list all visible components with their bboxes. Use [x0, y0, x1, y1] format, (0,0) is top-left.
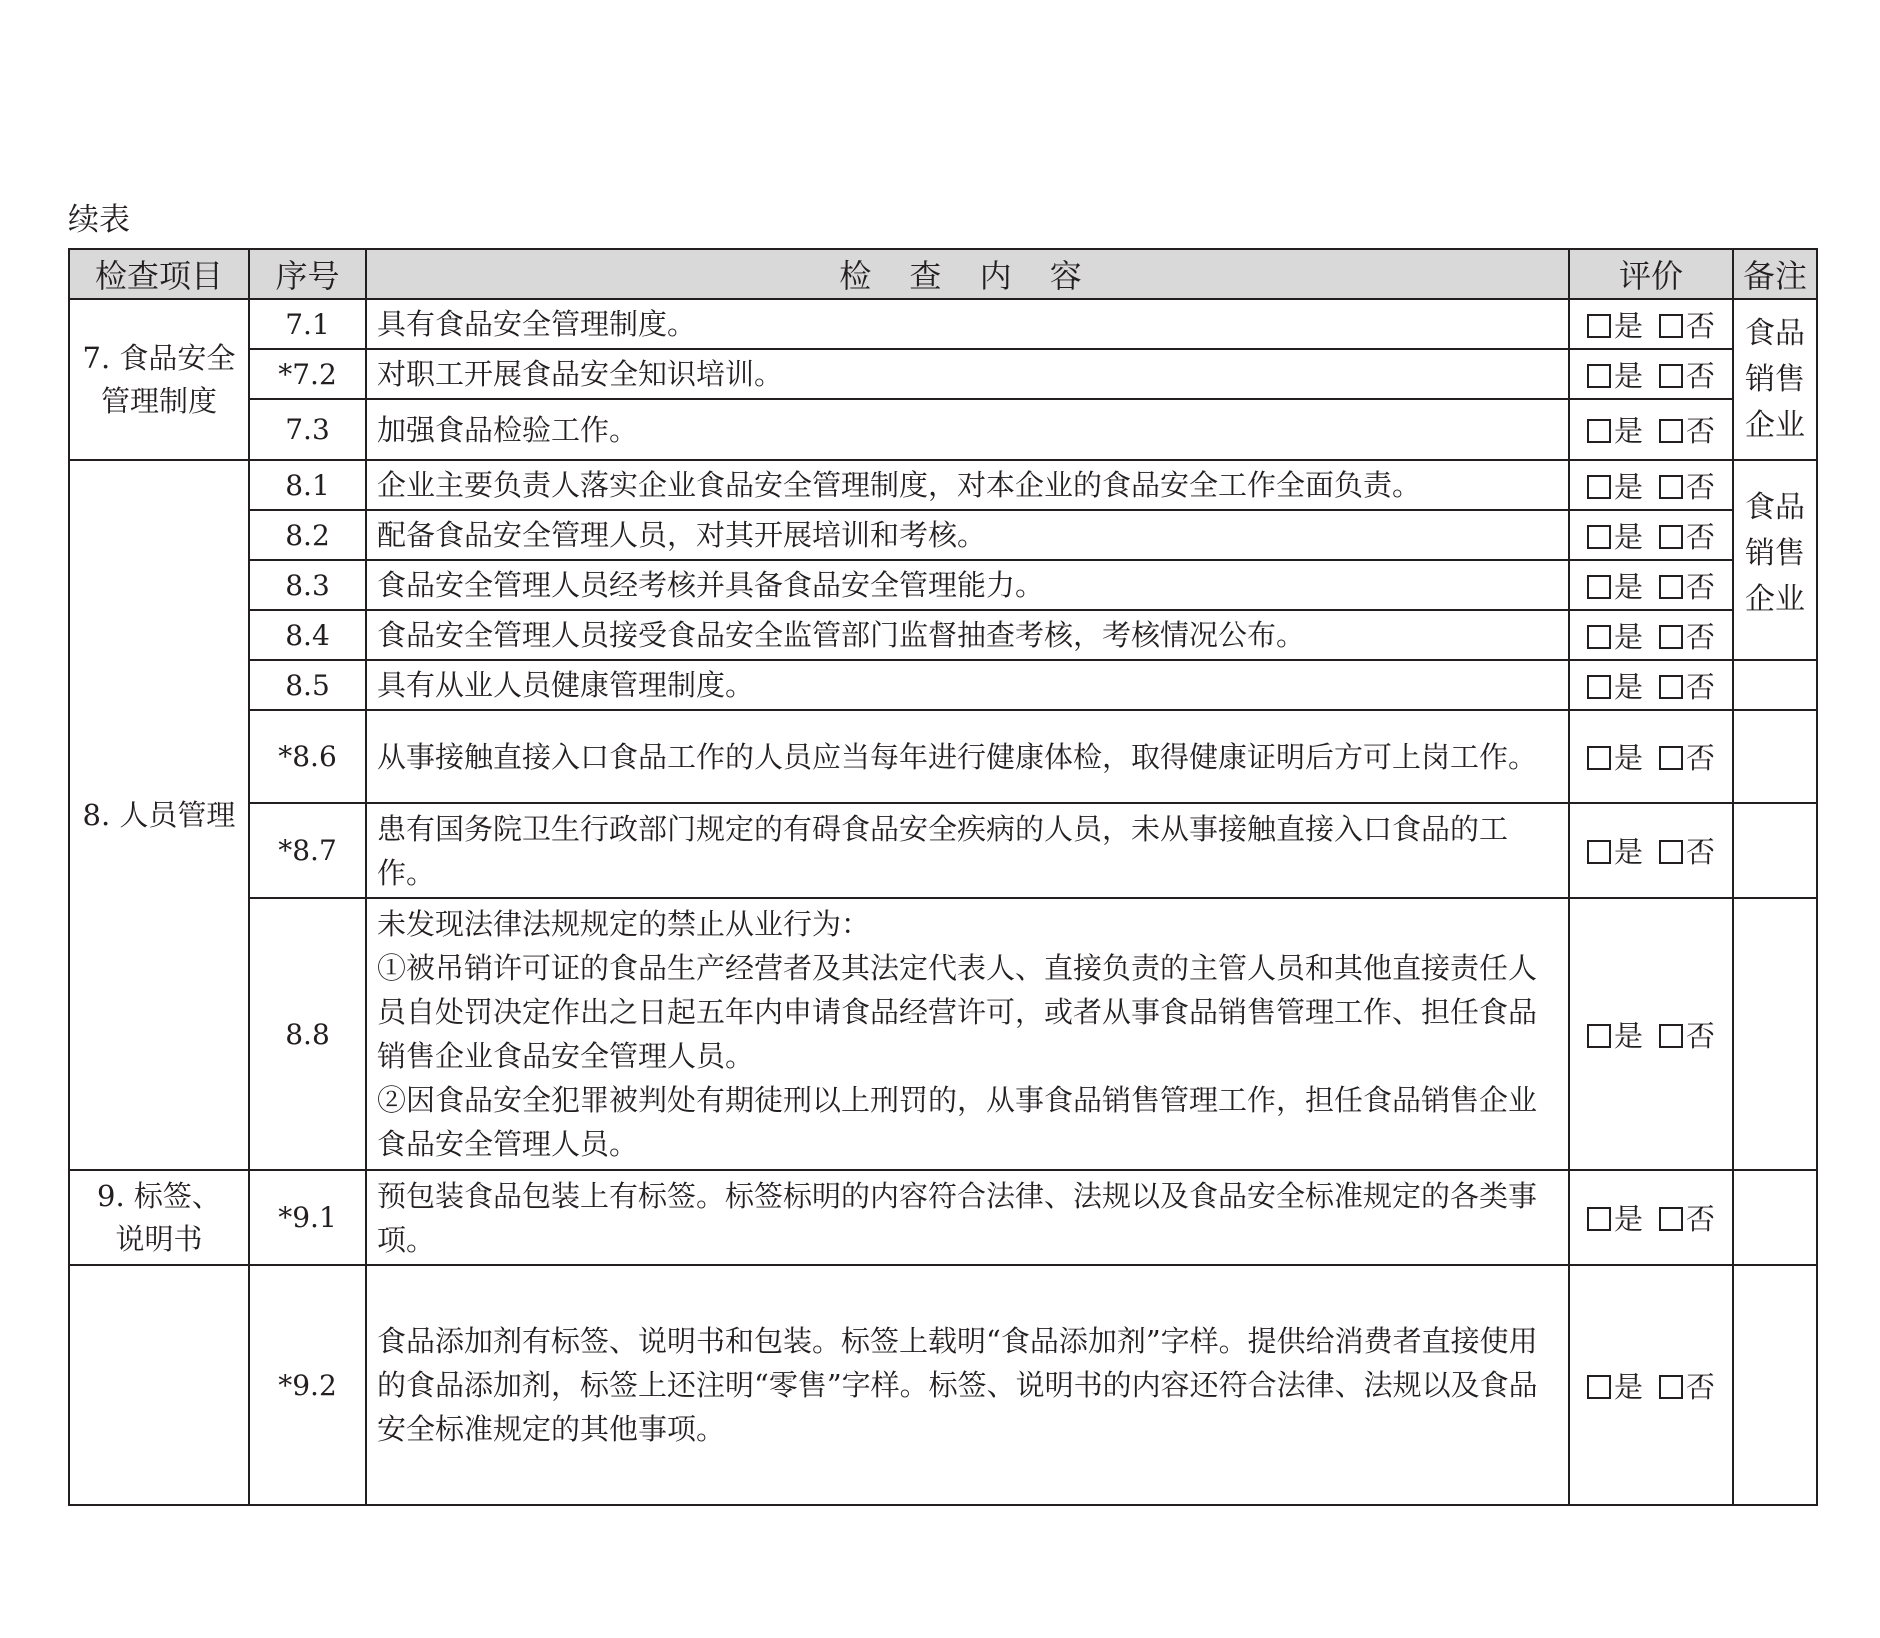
- table-row: [69, 898, 1817, 1170]
- content-cell: 食品添加剂有标签、说明书和包装。标签上载明“食品添加剂”字样。提供给消费者直接使用的食品添加剂，标签上还注明“零售”字样。标签、说明书的内容还符合法律、法规以及食品安全标准规定的其他事项。: [366, 1265, 1569, 1505]
- content-cell: 食品安全管理人员接受食品安全监管部门监督抽查考核，考核情况公布。: [366, 610, 1569, 660]
- note-cell-empty: [1733, 803, 1817, 898]
- evaluation-cell: [1569, 610, 1733, 660]
- yes-checkbox[interactable]: [1587, 675, 1611, 699]
- yes-checkbox[interactable]: [1587, 419, 1611, 443]
- no-label: 否: [1686, 835, 1716, 869]
- yes-label: 是: [1613, 669, 1643, 704]
- no-checkbox[interactable]: [1659, 525, 1683, 549]
- yes-label: 是: [1613, 308, 1643, 343]
- content-cell: 食品安全管理人员经考核并具备食品安全管理能力。: [366, 560, 1569, 610]
- note-cell-empty: [1733, 660, 1817, 710]
- yes-checkbox[interactable]: [1587, 840, 1611, 864]
- evaluation-cell: [1569, 1170, 1733, 1265]
- note-cell: 食品销售企业: [1733, 460, 1817, 660]
- header-note: 备注: [1733, 249, 1817, 299]
- no-label: 否: [1686, 519, 1716, 554]
- content-cell: 预包装食品包装上有标签。标签标明的内容符合法律、法规以及食品安全标准规定的各类事项。: [366, 1170, 1569, 1265]
- content-cell: 企业主要负责人落实企业食品安全管理制度，对本企业的食品安全工作全面负责。: [366, 460, 1569, 510]
- content-line: ②因食品安全犯罪被判处有期徒刑以上刑罚的，从事食品销售管理工作，担任食品销售企业食品安全管理人员。: [377, 1083, 1538, 1161]
- no-checkbox[interactable]: [1659, 314, 1683, 338]
- content-cell: 配备食品安全管理人员，对其开展培训和考核。: [366, 510, 1569, 560]
- no-checkbox[interactable]: [1659, 1375, 1683, 1399]
- table-row: [69, 299, 1817, 349]
- category-cell: [69, 1265, 249, 1505]
- seq-cell: *8.7: [249, 803, 366, 898]
- no-label: 否: [1686, 1369, 1716, 1404]
- table-row: [69, 460, 1817, 510]
- evaluation-cell: [1569, 299, 1733, 349]
- table-row: [69, 803, 1817, 898]
- no-checkbox[interactable]: [1659, 419, 1683, 443]
- table-header-row: [69, 249, 1817, 299]
- no-label: 否: [1686, 669, 1716, 704]
- evaluation-cell: [1569, 898, 1733, 1170]
- header-seq: 序号: [249, 249, 366, 299]
- yes-checkbox[interactable]: [1587, 314, 1611, 338]
- no-checkbox[interactable]: [1659, 364, 1683, 388]
- note-cell-empty: [1733, 710, 1817, 803]
- yes-label: 是: [1613, 1369, 1643, 1404]
- table-row: [69, 560, 1817, 610]
- yes-checkbox[interactable]: [1587, 575, 1611, 599]
- seq-cell: 8.8: [249, 898, 366, 1170]
- note-cell: 食品销售企业: [1733, 299, 1817, 460]
- no-label: 否: [1686, 619, 1716, 654]
- yes-checkbox[interactable]: [1587, 1207, 1611, 1231]
- yes-label: 是: [1613, 1202, 1643, 1236]
- category-cell: 8. 人员管理: [69, 460, 249, 1170]
- no-label: 否: [1686, 1018, 1716, 1053]
- yes-label: 是: [1613, 358, 1643, 393]
- category-cell: 7. 食品安全管理制度: [69, 299, 249, 460]
- yes-checkbox[interactable]: [1587, 525, 1611, 549]
- no-label: 否: [1686, 569, 1716, 604]
- yes-label: 是: [1613, 414, 1643, 448]
- evaluation-cell: [1569, 560, 1733, 610]
- no-checkbox[interactable]: [1659, 625, 1683, 649]
- seq-cell: *9.1: [249, 1170, 366, 1265]
- seq-cell: *8.6: [249, 710, 366, 803]
- no-label: 否: [1686, 414, 1716, 448]
- no-label: 否: [1686, 741, 1716, 775]
- seq-cell: 8.4: [249, 610, 366, 660]
- no-checkbox[interactable]: [1659, 575, 1683, 599]
- yes-label: 是: [1613, 569, 1643, 604]
- seq-cell: 7.3: [249, 399, 366, 460]
- content-line: 未发现法律法规规定的禁止从业行为：: [377, 907, 871, 941]
- no-label: 否: [1686, 358, 1716, 393]
- content-cell: 具有从业人员健康管理制度。: [366, 660, 1569, 710]
- evaluation-cell: [1569, 1265, 1733, 1505]
- header-category: 检查项目: [69, 249, 249, 299]
- seq-cell: 8.1: [249, 460, 366, 510]
- evaluation-cell: [1569, 349, 1733, 399]
- seq-cell: 8.2: [249, 510, 366, 560]
- content-cell: 从事接触直接入口食品工作的人员应当每年进行健康体检，取得健康证明后方可上岗工作。: [366, 710, 1569, 803]
- evaluation-cell: [1569, 710, 1733, 803]
- seq-cell: 7.1: [249, 299, 366, 349]
- yes-label: 是: [1613, 469, 1643, 504]
- yes-checkbox[interactable]: [1587, 746, 1611, 770]
- no-label: 否: [1686, 469, 1716, 504]
- content-cell: [366, 898, 1569, 1170]
- content-cell: 患有国务院卫生行政部门规定的有碍食品安全疾病的人员，未从事接触直接入口食品的工作。: [366, 803, 1569, 898]
- yes-label: 是: [1613, 519, 1643, 554]
- inspection-table: [68, 248, 1818, 1506]
- seq-cell: *7.2: [249, 349, 366, 399]
- no-checkbox[interactable]: [1659, 746, 1683, 770]
- evaluation-cell: [1569, 660, 1733, 710]
- table-row: [69, 1265, 1817, 1505]
- table-row: [69, 399, 1817, 460]
- no-checkbox[interactable]: [1659, 840, 1683, 864]
- seq-cell: *9.2: [249, 1265, 366, 1505]
- note-cell-empty: [1733, 898, 1817, 1170]
- note-cell-empty: [1733, 1265, 1817, 1505]
- header-evaluation: 评价: [1569, 249, 1733, 299]
- yes-label: 是: [1613, 619, 1643, 654]
- no-checkbox[interactable]: [1659, 475, 1683, 499]
- yes-checkbox[interactable]: [1587, 1375, 1611, 1399]
- no-label: 否: [1686, 1202, 1716, 1236]
- table-row: [69, 349, 1817, 399]
- evaluation-cell: [1569, 803, 1733, 898]
- yes-label: 是: [1613, 741, 1643, 775]
- table-caption: 续表: [68, 202, 130, 238]
- yes-checkbox[interactable]: [1587, 1024, 1611, 1048]
- note-cell-empty: [1733, 1170, 1817, 1265]
- category-cell: 9. 标签、说明书: [69, 1170, 249, 1265]
- seq-cell: 8.3: [249, 560, 366, 610]
- evaluation-cell: [1569, 460, 1733, 510]
- table-row: [69, 510, 1817, 560]
- yes-checkbox[interactable]: [1587, 625, 1611, 649]
- content-line: ①被吊销许可证的食品生产经营者及其法定代表人、直接负责的主管人员和其他直接责任人员自处罚决定作出之日起五年内申请食品经营许可，或者从事食品销售管理工作、担任食品销售企业食品安全管理人员。: [377, 951, 1538, 1073]
- yes-checkbox[interactable]: [1587, 475, 1611, 499]
- yes-checkbox[interactable]: [1587, 364, 1611, 388]
- table-row: [69, 1170, 1817, 1265]
- yes-label: 是: [1613, 835, 1643, 869]
- content-cell: 对职工开展食品安全知识培训。: [366, 349, 1569, 399]
- evaluation-cell: [1569, 399, 1733, 460]
- yes-label: 是: [1613, 1018, 1643, 1053]
- content-cell: 加强食品检验工作。: [366, 399, 1569, 460]
- header-content: 检 查 内 容: [366, 249, 1569, 299]
- evaluation-cell: [1569, 510, 1733, 560]
- no-checkbox[interactable]: [1659, 675, 1683, 699]
- no-label: 否: [1686, 308, 1716, 343]
- no-checkbox[interactable]: [1659, 1024, 1683, 1048]
- content-cell: 具有食品安全管理制度。: [366, 299, 1569, 349]
- table-row: [69, 710, 1817, 803]
- no-checkbox[interactable]: [1659, 1207, 1683, 1231]
- table-row: [69, 610, 1817, 660]
- table-row: [69, 660, 1817, 710]
- seq-cell: 8.5: [249, 660, 366, 710]
